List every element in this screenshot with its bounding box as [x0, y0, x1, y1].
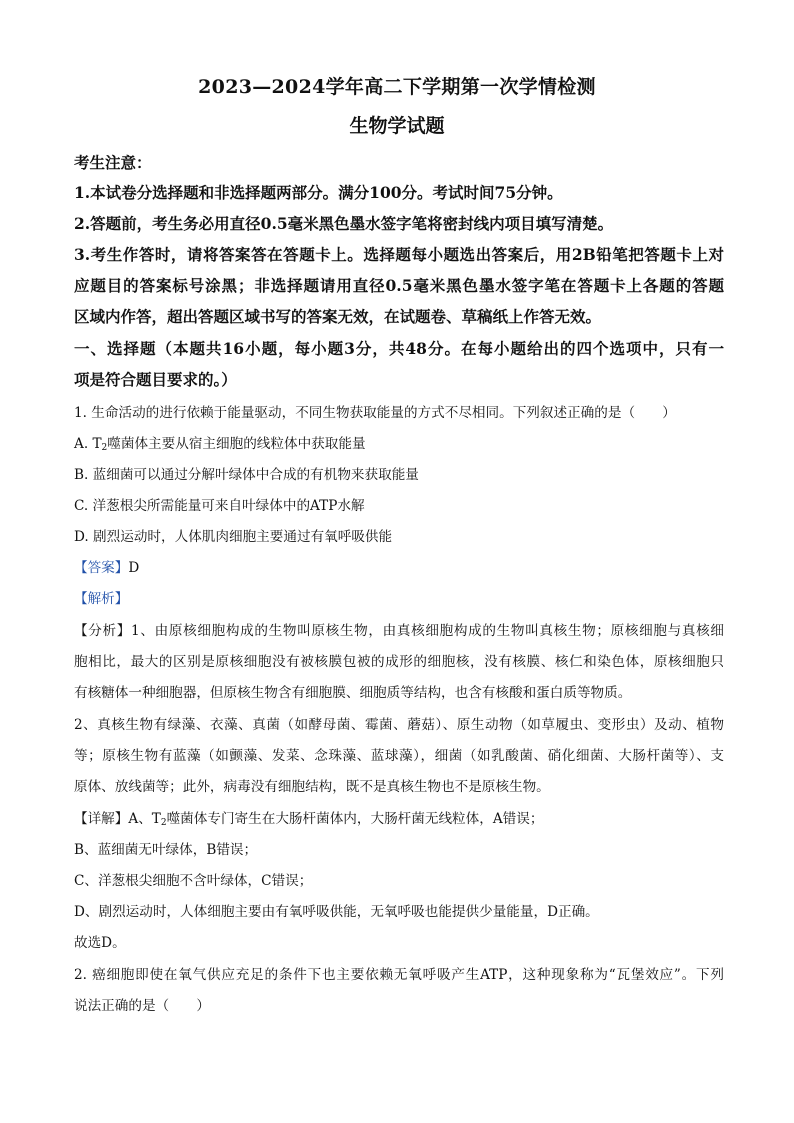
- question-1-option-d: D. 剧烈运动时，人体肌肉细胞主要通过有氧呼吸供能: [74, 529, 393, 545]
- xiangjie-line-a: [74, 807, 724, 828]
- xiangjie-tag: 【详解】: [74, 811, 129, 827]
- fenxi-line-6: 原体、放线菌等；此外，病毒没有细胞结构，既不是真核生物也不是原核生物。: [74, 779, 550, 795]
- notice-item-3-line-2: 应题目的答案标号涂黑；非选择题请用直径0.5毫米黑色墨水签字笔在答题卡上各题的答题: [74, 276, 724, 295]
- analysis-tag: 【解析】: [74, 591, 129, 607]
- conclusion-line: 故选D。: [74, 935, 126, 951]
- notice-item-2: 2.答题前，考生务必用直径0.5毫米黑色墨水签字笔将密封线内项目填写清楚。: [74, 214, 614, 233]
- xiangjie-line-b: B、蓝细菌无叶绿体，B错误；: [74, 842, 258, 858]
- notice-item-3-line-1: 3.考生作答时，请将答案答在答题卡上。选择题每小题选出答案后，用2B铅笔把答题卡上对: [74, 245, 724, 264]
- xiangjie-a-subscript: 2: [160, 818, 167, 828]
- notice-heading: 考生注意：: [74, 153, 152, 172]
- fenxi-line-5: 等；原核生物有蓝藻（如颤藻、发菜、念珠藻、蓝球藻），细菌（如乳酸菌、硝化细菌、大肠杆菌等）、支: [74, 748, 724, 764]
- answer-line: [74, 556, 724, 576]
- option-a-text: 噬菌体主要从宿主细胞的线粒体中获取能量: [107, 436, 366, 452]
- question-1-option-b: B. 蓝细菌可以通过分解叶绿体中合成的有机物来获取能量: [74, 467, 419, 483]
- xiangjie-a-text: 噬菌体专门寄生在大肠杆菌体内，大肠杆菌无线粒体，A错误；: [166, 811, 544, 827]
- question-1-option-a: [74, 432, 724, 453]
- fenxi-line-4: 2、真核生物有绿藻、衣藻、真菌（如酵母菌、霉菌、蘑菇）、原生动物（如草履虫、变形虫）及动、植物: [74, 717, 724, 733]
- xiangjie-a-prefix: A、T: [128, 811, 161, 827]
- fenxi-tag: 【分析】: [74, 623, 132, 639]
- option-a-prefix: A. T: [74, 436, 102, 452]
- section-heading-line-1: 一、选择题（本题共16小题，每小题3分，共48分。在每小题给出的四个选项中，只有一: [74, 339, 724, 358]
- option-a-subscript: 2: [101, 443, 108, 453]
- xiangjie-line-d: D、剧烈运动时，人体细胞主要由有氧呼吸供能，无氧呼吸也能提供少量能量，D正确。: [74, 904, 599, 920]
- exam-subtitle: 生物学试题: [349, 115, 445, 137]
- section-heading-line-2: 项是符合题目要求的。）: [74, 370, 237, 389]
- notice-item-3-line-3: 区域内作答，超出答题区域书写的答案无效，在试题卷、草稿纸上作答无效。: [74, 307, 602, 326]
- question-1-stem: 1. 生命活动的进行依赖于能量驱动，不同生物获取能量的方式不尽相同。下列叙述正确的是（ ）: [74, 405, 676, 421]
- fenxi-line-2: 胞相比，最大的区别是原核细胞没有被核膜包被的成形的细胞核，没有核膜、核仁和染色体，原核细胞只: [74, 654, 724, 670]
- answer-tag: 【答案】: [74, 560, 129, 576]
- answer-value: D: [128, 560, 140, 576]
- xiangjie-line-c: C、洋葱根尖细胞不含叶绿体，C错误；: [74, 873, 313, 889]
- fenxi-line-1: [74, 619, 724, 639]
- notice-item-1: 1.本试卷分选择题和非选择题两部分。满分100分。考试时间75分钟。: [74, 183, 563, 202]
- question-2-stem-line-2: 说法正确的是（ ）: [74, 998, 210, 1014]
- question-2-stem-line-1: 2. 癌细胞即使在氧气供应充足的条件下也主要依赖无氧呼吸产生ATP，这种现象称为“瓦堡效应”。下列: [74, 967, 724, 983]
- exam-title: 2023—2024学年高二下学期第一次学情检测: [198, 76, 596, 98]
- question-1-option-c: C. 洋葱根尖所需能量可来自叶绿体中的ATP水解: [74, 498, 365, 514]
- fenxi-text-1: 1、由原核细胞构成的生物叫原核生物，由真核细胞构成的生物叫真核生物；原核细胞与真核细: [131, 623, 724, 639]
- fenxi-line-3: 有核糖体一种细胞器，但原核生物含有细胞膜、细胞质等结构，也含有核酸和蛋白质等物质。: [74, 685, 632, 701]
